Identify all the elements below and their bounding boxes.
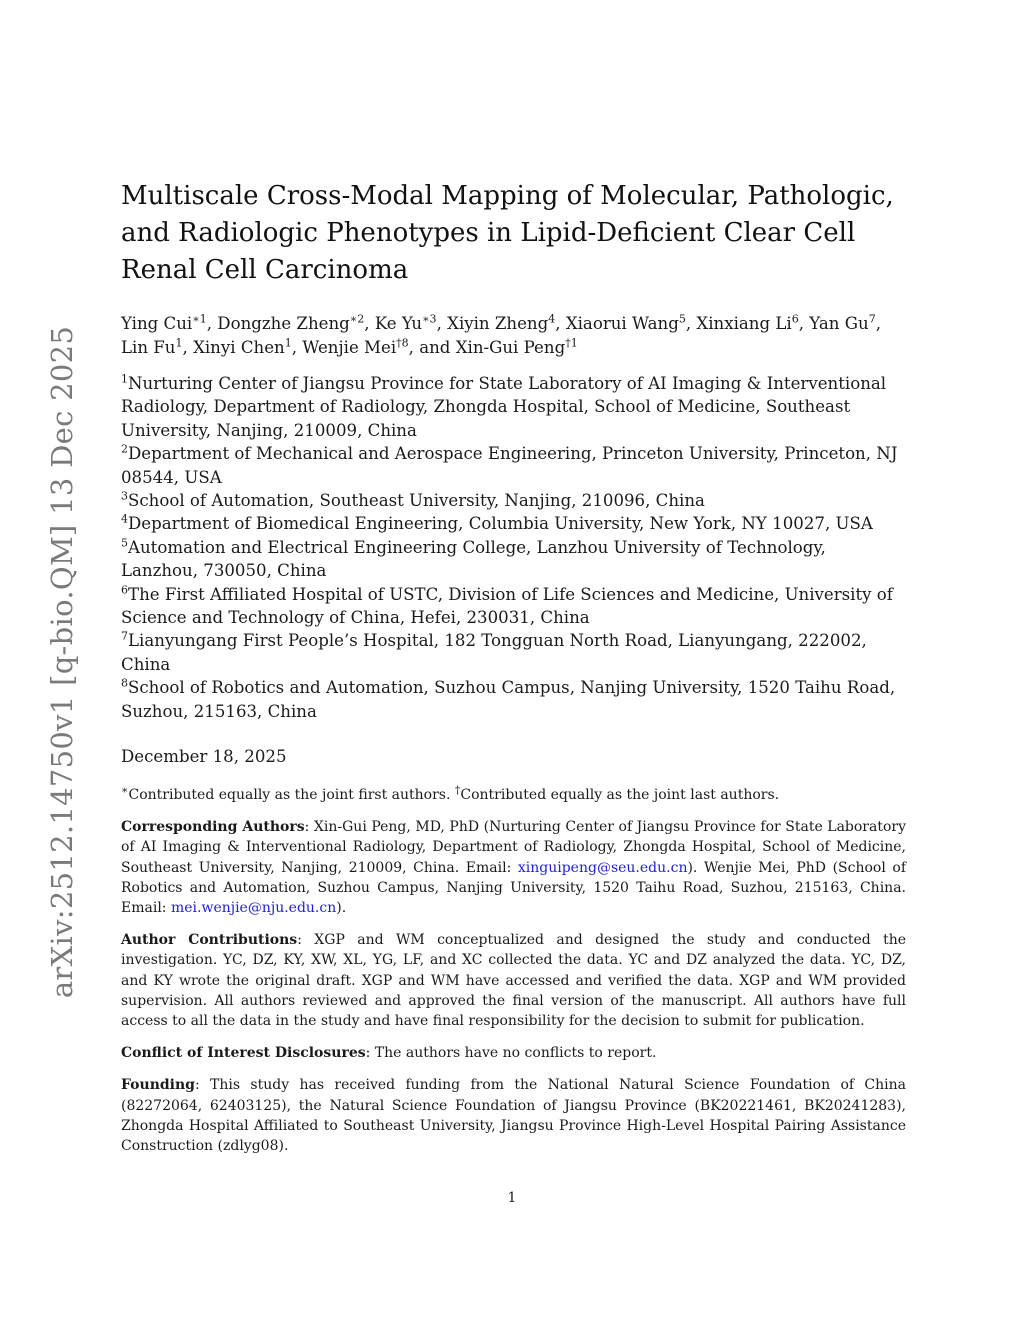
author-mark: †8 bbox=[396, 336, 409, 350]
equal-contribution-note bbox=[121, 785, 906, 805]
author-name: Xin-Gui Peng bbox=[455, 338, 566, 357]
affiliation-text: School of Robotics and Automation, Suzhou Campus, Nanjing University, 1520 Taihu Road, Suzhou, 215163, China bbox=[121, 678, 896, 721]
affiliation-number: 7 bbox=[121, 629, 128, 643]
author-mark: 1 bbox=[284, 336, 292, 350]
footnote-mark: † bbox=[454, 783, 461, 797]
conflict-text: The authors have no conflicts to report. bbox=[374, 1045, 657, 1062]
affiliation-item bbox=[121, 442, 906, 489]
section-heading: Corresponding Authors bbox=[121, 819, 305, 836]
email-link-mei[interactable]: mei.wenjie@nju.edu.cn bbox=[170, 899, 337, 916]
author-mark: 1 bbox=[175, 336, 183, 350]
affiliation-item bbox=[121, 512, 906, 535]
affiliation-item bbox=[121, 536, 906, 583]
author-mark: 6 bbox=[791, 312, 799, 326]
author-name: Xiyin Zheng bbox=[447, 314, 549, 333]
author-mark: 4 bbox=[548, 312, 556, 326]
affiliation-number: 6 bbox=[121, 583, 128, 597]
author-mark: ∗1 bbox=[192, 312, 207, 326]
author-name: Yan Gu bbox=[809, 314, 869, 333]
affiliation-text: Lianyungang First People’s Hospital, 182 Tongguan North Road, Lianyungang, 222002, China bbox=[121, 631, 867, 674]
author-name: Xinyi Chen bbox=[193, 338, 285, 357]
affiliation-text: Automation and Electrical Engineering College, Lanzhou University of Technology, Lanzhou, 730050, China bbox=[121, 537, 826, 581]
email-link-peng[interactable]: xinguipeng@seu.edu.cn bbox=[517, 859, 688, 876]
author-name: Dongzhe Zheng bbox=[217, 314, 350, 333]
affiliation-number: 8 bbox=[121, 676, 128, 690]
affiliation-text: Department of Biomedical Engineering, Columbia University, New York, NY 10027, USA bbox=[128, 514, 873, 534]
affiliation-number: 4 bbox=[121, 512, 128, 526]
section-heading: Founding bbox=[121, 1077, 195, 1094]
affiliation-item bbox=[121, 372, 906, 442]
corresponding-text: Xin-Gui Peng, MD, PhD (Nurturing Center of Jiangsu Province for State Laboratory of AI Imaging & Interventional Radiology, Department of Radiology, Zhongda Hospital, School of Medicine, Southeast University, Nanjing, 210009, China. Email: bbox=[121, 819, 907, 876]
publication-date: December 18, 2025 bbox=[121, 747, 287, 767]
author-name: Wenjie Mei bbox=[302, 338, 397, 357]
first-authors-note: Contributed equally as the joint first authors. bbox=[128, 787, 451, 804]
author-mark: 7 bbox=[868, 312, 876, 326]
author-name: Ying Cui bbox=[121, 314, 193, 333]
author-conjunction: and bbox=[419, 338, 451, 357]
affiliation-list bbox=[121, 372, 906, 723]
last-authors-note: Contributed equally as the joint last authors. bbox=[460, 787, 780, 804]
section-heading: Conflict of Interest Disclosures bbox=[121, 1045, 366, 1062]
author-name: Xinxiang Li bbox=[696, 314, 792, 333]
conflict-of-interest-section: Conflict of Interest Disclosures: The authors have no conflicts to report. bbox=[121, 1045, 657, 1062]
page-number: 1 bbox=[507, 1190, 517, 1206]
footnote-mark: ∗ bbox=[121, 783, 129, 797]
corresponding-authors-section: Corresponding Authors: Xin-Gui Peng, MD, PhD (Nurturing Center of Jiangsu Province for State Laboratory of AI Imaging & Interventional Radiology, Department of Radiology, Zhongda Hospital, School of Medicine, Southeast University, Nanjing, 210009, China. Email: xinguipeng@seu.edu.cn). Wenjie Mei, PhD (School of Robotics and Automation, Suzhou Campus, Nanjing University, 1520 Taihu Road, Suzhou, 215163, China. Email: mei.wenjie@nju.edu.cn). bbox=[121, 819, 907, 916]
affiliation-text: Nurturing Center of Jiangsu Province for State Laboratory of AI Imaging & Interventional Radiology, Department of Radiology, Zhongda Hospital, School of Medicine, Southeast University, Nanjing, 210009, China bbox=[121, 374, 887, 440]
affiliation-text: The First Affiliated Hospital of USTC, Division of Life Sciences and Medicine, University of Science and Technology of China, Hefei, 230031, China bbox=[121, 584, 893, 628]
arxiv-identifier-stamp: arXiv:2512.14750v1 [q-bio.QM] 13 Dec 2025 bbox=[45, 325, 79, 999]
author-mark: ∗2 bbox=[349, 312, 365, 326]
corresponding-text: ). bbox=[336, 899, 347, 916]
affiliation-item bbox=[121, 583, 906, 630]
section-heading: Author Contributions bbox=[121, 932, 298, 949]
author-list: Ying Cui$^{∗1}$, Dongzhe Zheng$^{∗2}$, Ke $Yu^{∗3}$, Xiyin Zheng$^4$, Xiaorui Wang$^5$, Xinxiang Li$^6$, Yan Gu$^7$, Lin Fu$^1$, Xinyi Chen$^1$, Wenjie Mei$^{\dagger 8}$, and Xin-Gui Peng$^{\dagger 1}$ bbox=[121, 312, 881, 357]
corresponding-text: ). Wenjie Mei, PhD (School of Robotics and Automation, Suzhou Campus, Nanjing University, 1520 Taihu Road, Suzhou, 215163, China. Email: bbox=[121, 859, 907, 916]
affiliation-item bbox=[121, 489, 906, 512]
affiliation-item bbox=[121, 676, 906, 723]
affiliation-text: Department of Mechanical and Aerospace Engineering, Princeton University, Princeton, NJ 08544, USA bbox=[121, 444, 898, 487]
author-name: Xiaorui Wang bbox=[565, 314, 679, 333]
contributions-text: XGP and WM conceptualized and designed the study and conducted the investigation. YC, DZ, KY, XW, XL, YG, LF, and XC collected the data. YC and DZ analyzed the data. YC, DZ, and KY wrote the original draft. XGP and WM have accessed and verified the data. XGP and WM provided supervision. All authors reviewed and approved the final version of the manuscript. All authors have full access to all the data in the study and have final responsibility for the decision to submit for publication. bbox=[121, 932, 907, 1029]
affiliation-number: 1 bbox=[121, 372, 128, 386]
author-mark: †1 bbox=[565, 336, 578, 350]
affiliation-number: 3 bbox=[121, 489, 128, 503]
author-contributions-section: Author Contributions: XGP and WM conceptualized and designed the study and conducted the investigation. YC, DZ, KY, XW, XL, YG, LF, and XC collected the data. YC and DZ analyzed the data. YC, DZ, and KY wrote the original draft. XGP and WM have accessed and verified the data. XGP and WM provided supervision. All authors reviewed and approved the final version of the manuscript. All authors have full access to all the data in the study and have final responsibility for the decision to submit for publication. bbox=[121, 932, 907, 1029]
author-mark: 5 bbox=[678, 312, 686, 326]
title-page bbox=[121, 178, 906, 1156]
author-name: Ke Yu bbox=[374, 314, 423, 333]
affiliation-number: 2 bbox=[121, 442, 128, 456]
affiliation-number: 5 bbox=[121, 536, 128, 550]
affiliation-item bbox=[121, 629, 906, 676]
paper-title: Multiscale Cross-Modal Mapping of Molecular, Pathologic, and Radiologic Phenotypes in Lipid-Deficient Clear Cell Renal Cell Carcinoma bbox=[121, 181, 894, 285]
author-mark: ∗3 bbox=[422, 312, 437, 326]
funding-section: Founding: This study has received funding from the National Natural Science Foundation of China (82272064, 62403125), the Natural Science Foundation of Jiangsu Province (BK20221461, BK20241283), Zhongda Hospital Affiliated to Southeast University, Jiangsu Province High-Level Hospital Pairing Assistance Construction (zdlyg08). bbox=[121, 1077, 906, 1154]
affiliation-text: School of Automation, Southeast University, Nanjing, 210096, China bbox=[128, 491, 705, 511]
author-name: Lin Fu bbox=[121, 338, 176, 357]
funding-text: This study has received funding from the National Natural Science Foundation of China (82272064, 62403125), the Natural Science Foundation of Jiangsu Province (BK20221461, BK20241283), Zhongda Hospital Affiliated to Southeast University, Jiangsu Province High-Level Hospital Pairing Assistance Construction (zdlyg08). bbox=[121, 1077, 906, 1154]
